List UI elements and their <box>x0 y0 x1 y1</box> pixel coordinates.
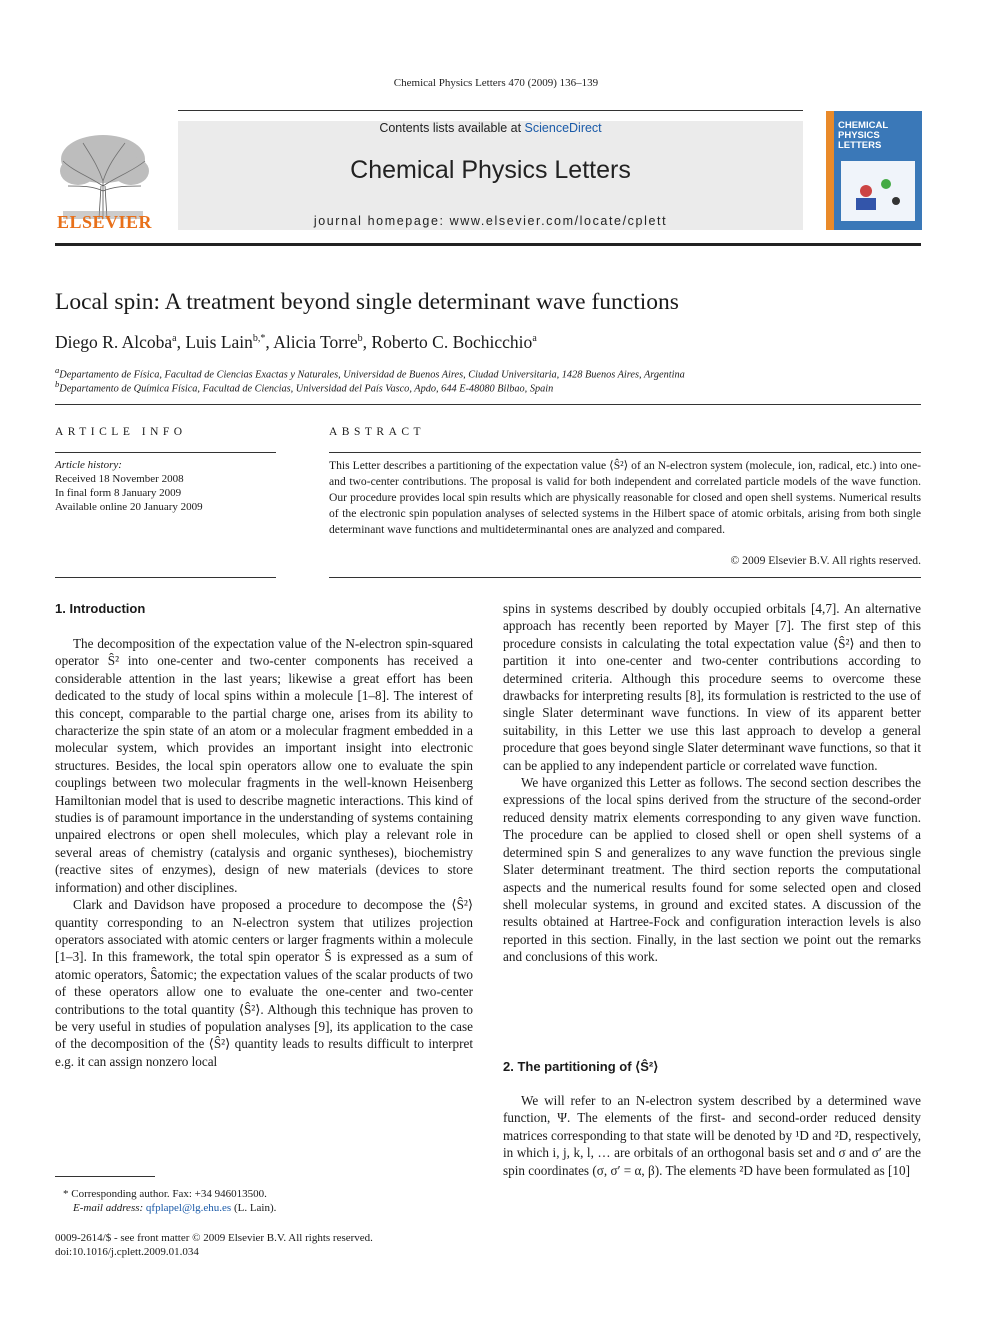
abstract-heading: ABSTRACT <box>329 426 426 438</box>
author: Roberto C. Bochicchio <box>371 332 533 352</box>
journal-title: Chemical Physics Letters <box>350 156 631 184</box>
paragraph: We will refer to an N-electron system described by a determined wave function, Ψ. The elements of the first- and second-order reduced density matrices corresponding to that state will be denoted by ¹D and ²D, respectively, in which i, j, k, l, … are orbitals of an orthogonal basis set and σ and σ′ are the spin coordinates (σ, σ′ = α, β). The elements ²D have been formulated as [10] <box>503 1093 921 1178</box>
footnote-rule <box>55 1176 155 1177</box>
affiliation: $^b$Departamento de Química Física, Facultad de Ciencias, Universidad del País Vasco, Apdo, 644 E-48080 Bilbao, Spain <box>55 379 554 395</box>
section2-text <box>503 1092 921 1179</box>
header-rule <box>178 110 803 111</box>
cover-title: CHEMICAL PHYSICS LETTERS <box>838 120 889 151</box>
author-list: Diego R. Alcoba$^a$, Luis Lain$^{b,*}$, Alicia Torre$^b$, Roberto C. Bochicchio$^a$ <box>55 332 537 352</box>
paragraph: We have organized this Letter as follows. The second section describes the expressions of the local spins derived from the structure of the second-order reduced density matrix elements corresponding to any given wave function. The procedure can be applied to closed shell or open shell systems of a determined spin S and generalizes to any wave function the previous single Slater determinant treatment. The third section reports the computational aspects and the numerical results found for some selected open and closed shell molecular systems, in ground and excited states. A discussion of the results obtained at Hartree-Fock and configuration interaction levels is also reported in this section. Finally, in the last section we point out the remarks and conclusions of this work. <box>503 775 921 965</box>
paragraph: The decomposition of the expectation value of the N-electron spin-squared operator Ŝ² into one-center and two-center components has received a considerable attention in the last years; likewise a great effort has been dedicated to the study of local spins within a molecule [1–8]. The interest of this concept, comparable to the partial charge one, arises from its ability to characterize the spin state of an atom or a molecular fragment embedded in a molecular system, which provides an important insight into electronic structures. Besides, the local spin operators allow one to evaluate the spin couplings between two molecular fragments in the well-known Heisenberg Hamiltonian model that is used to describe magnetic interactions. This kind of studies is of paramount importance in the understanding of systems containing unpaired electrons or open shell molecules, which play a relevant role in several areas of chemistry (catalysis and organic syntheses), biochemistry (reactive sites of enzymes), design of new materials (devices to store information) and other disciplines. <box>55 636 473 895</box>
journal-banner <box>178 121 803 230</box>
title-rule <box>55 243 921 246</box>
email-link[interactable]: qfplapel@lg.ehu.es <box>145 1202 232 1214</box>
section-heading: 2. The partitioning of ⟨Ŝ²⟩ <box>503 1059 659 1074</box>
article-history: Article history: Received 18 November 2008 In final form 8 January 2009 Available online 20 January 2009 <box>55 459 203 513</box>
sciencedirect-link[interactable]: ScienceDirect <box>524 121 602 135</box>
article-title: Local spin: A treatment beyond single determinant wave functions <box>55 289 679 315</box>
left-column <box>55 635 473 1070</box>
running-header: Chemical Physics Letters 470 (2009) 136–139 <box>393 77 599 89</box>
front-matter: 0009-2614/$ - see front matter © 2009 Elsevier B.V. All rights reserved. doi:10.1016/j.cplett.2009.01.034 <box>55 1232 373 1258</box>
abstract-text: This Letter describes a partitioning of the expectation value ⟨Ŝ²⟩ of an N-electron system (molecule, ion, radical, etc.) into one- and two-center contributions. The proposal is valid for both independent and correlated particle models of the wave function. Our procedure provides local spin results which are physically reasonable for closed and open shell systems. Numerical results of the electronic spin population analyses of selected systems in the Hilbert space of atomic orbitals, arising from both single determinant wave functions and multideterminantal ones are analyzed and compared. <box>329 459 921 536</box>
elsevier-wordmark: ELSEVIER <box>56 212 153 232</box>
right-column <box>503 600 921 966</box>
cover-graphic <box>836 156 920 226</box>
article-info-heading: ARTICLE INFO <box>55 426 187 438</box>
abstract-copyright: © 2009 Elsevier B.V. All rights reserved. <box>730 554 921 567</box>
footnote: * Corresponding author. Fax: +34 946013500. E-mail address: qfplapel@lg.ehu.es (L. Lain). <box>63 1188 277 1214</box>
paragraph: Clark and Davidson have proposed a procedure to decompose the ⟨Ŝ²⟩ quantity corresponding to an N-electron system that utilizes projection operators associated with atomic centers or larger fragments within a molecule [1–3]. In this framework, the total spin operator Ŝ is expressed as a sum of atomic operators, Ŝatomic; the expectation values of the scalar products of two of these operators allow one to evaluate the one-center and two-center contributions to the total quantity ⟨Ŝ²⟩. Although this technique has proven to be very useful in studies of population analyses [9], its application to the case of the decomposition of the ⟨Ŝ²⟩ quantity leads to results difficult to interpret e.g. it can assign nonzero local <box>55 897 473 1069</box>
contents-line: Contents lists available at ScienceDirect <box>379 121 602 135</box>
author: Luis Lain <box>185 332 253 352</box>
journal-cover <box>826 111 922 230</box>
affil-rule <box>55 404 921 405</box>
affiliation: $^a$Departamento de Física, Facultad de Ciencias Exactas y Naturales, Universidad de Buenos Aires, Ciudad Universitaria, 1428 Buenos Aires, Argentina <box>55 365 685 381</box>
journal-homepage[interactable]: journal homepage: www.elsevier.com/locate/cplett <box>313 214 668 228</box>
author: Diego R. Alcoba <box>55 332 173 352</box>
section-heading: 1. Introduction <box>55 601 146 616</box>
paragraph: spins in systems described by doubly occupied orbitals [4,7]. An alternative approach has recently been reported by Mayer [7]. The first step of this procedure consists in calculating the total expectation value ⟨Ŝ²⟩ and then to partition it into one-center and two-center contributions according to determined criteria. Although this procedure seems to overcome these drawbacks for interpreting results [8], its formulation is restricted to the use of single Slater determinant wave functions. In view of its apparent better suitability, in this Letter we use this last approach to develop a general procedure that goes beyond single Slater determinant wave functions, so that it can be applied to any independent particle or correlated wave function. <box>503 601 921 773</box>
author: Alicia Torre <box>273 332 358 352</box>
